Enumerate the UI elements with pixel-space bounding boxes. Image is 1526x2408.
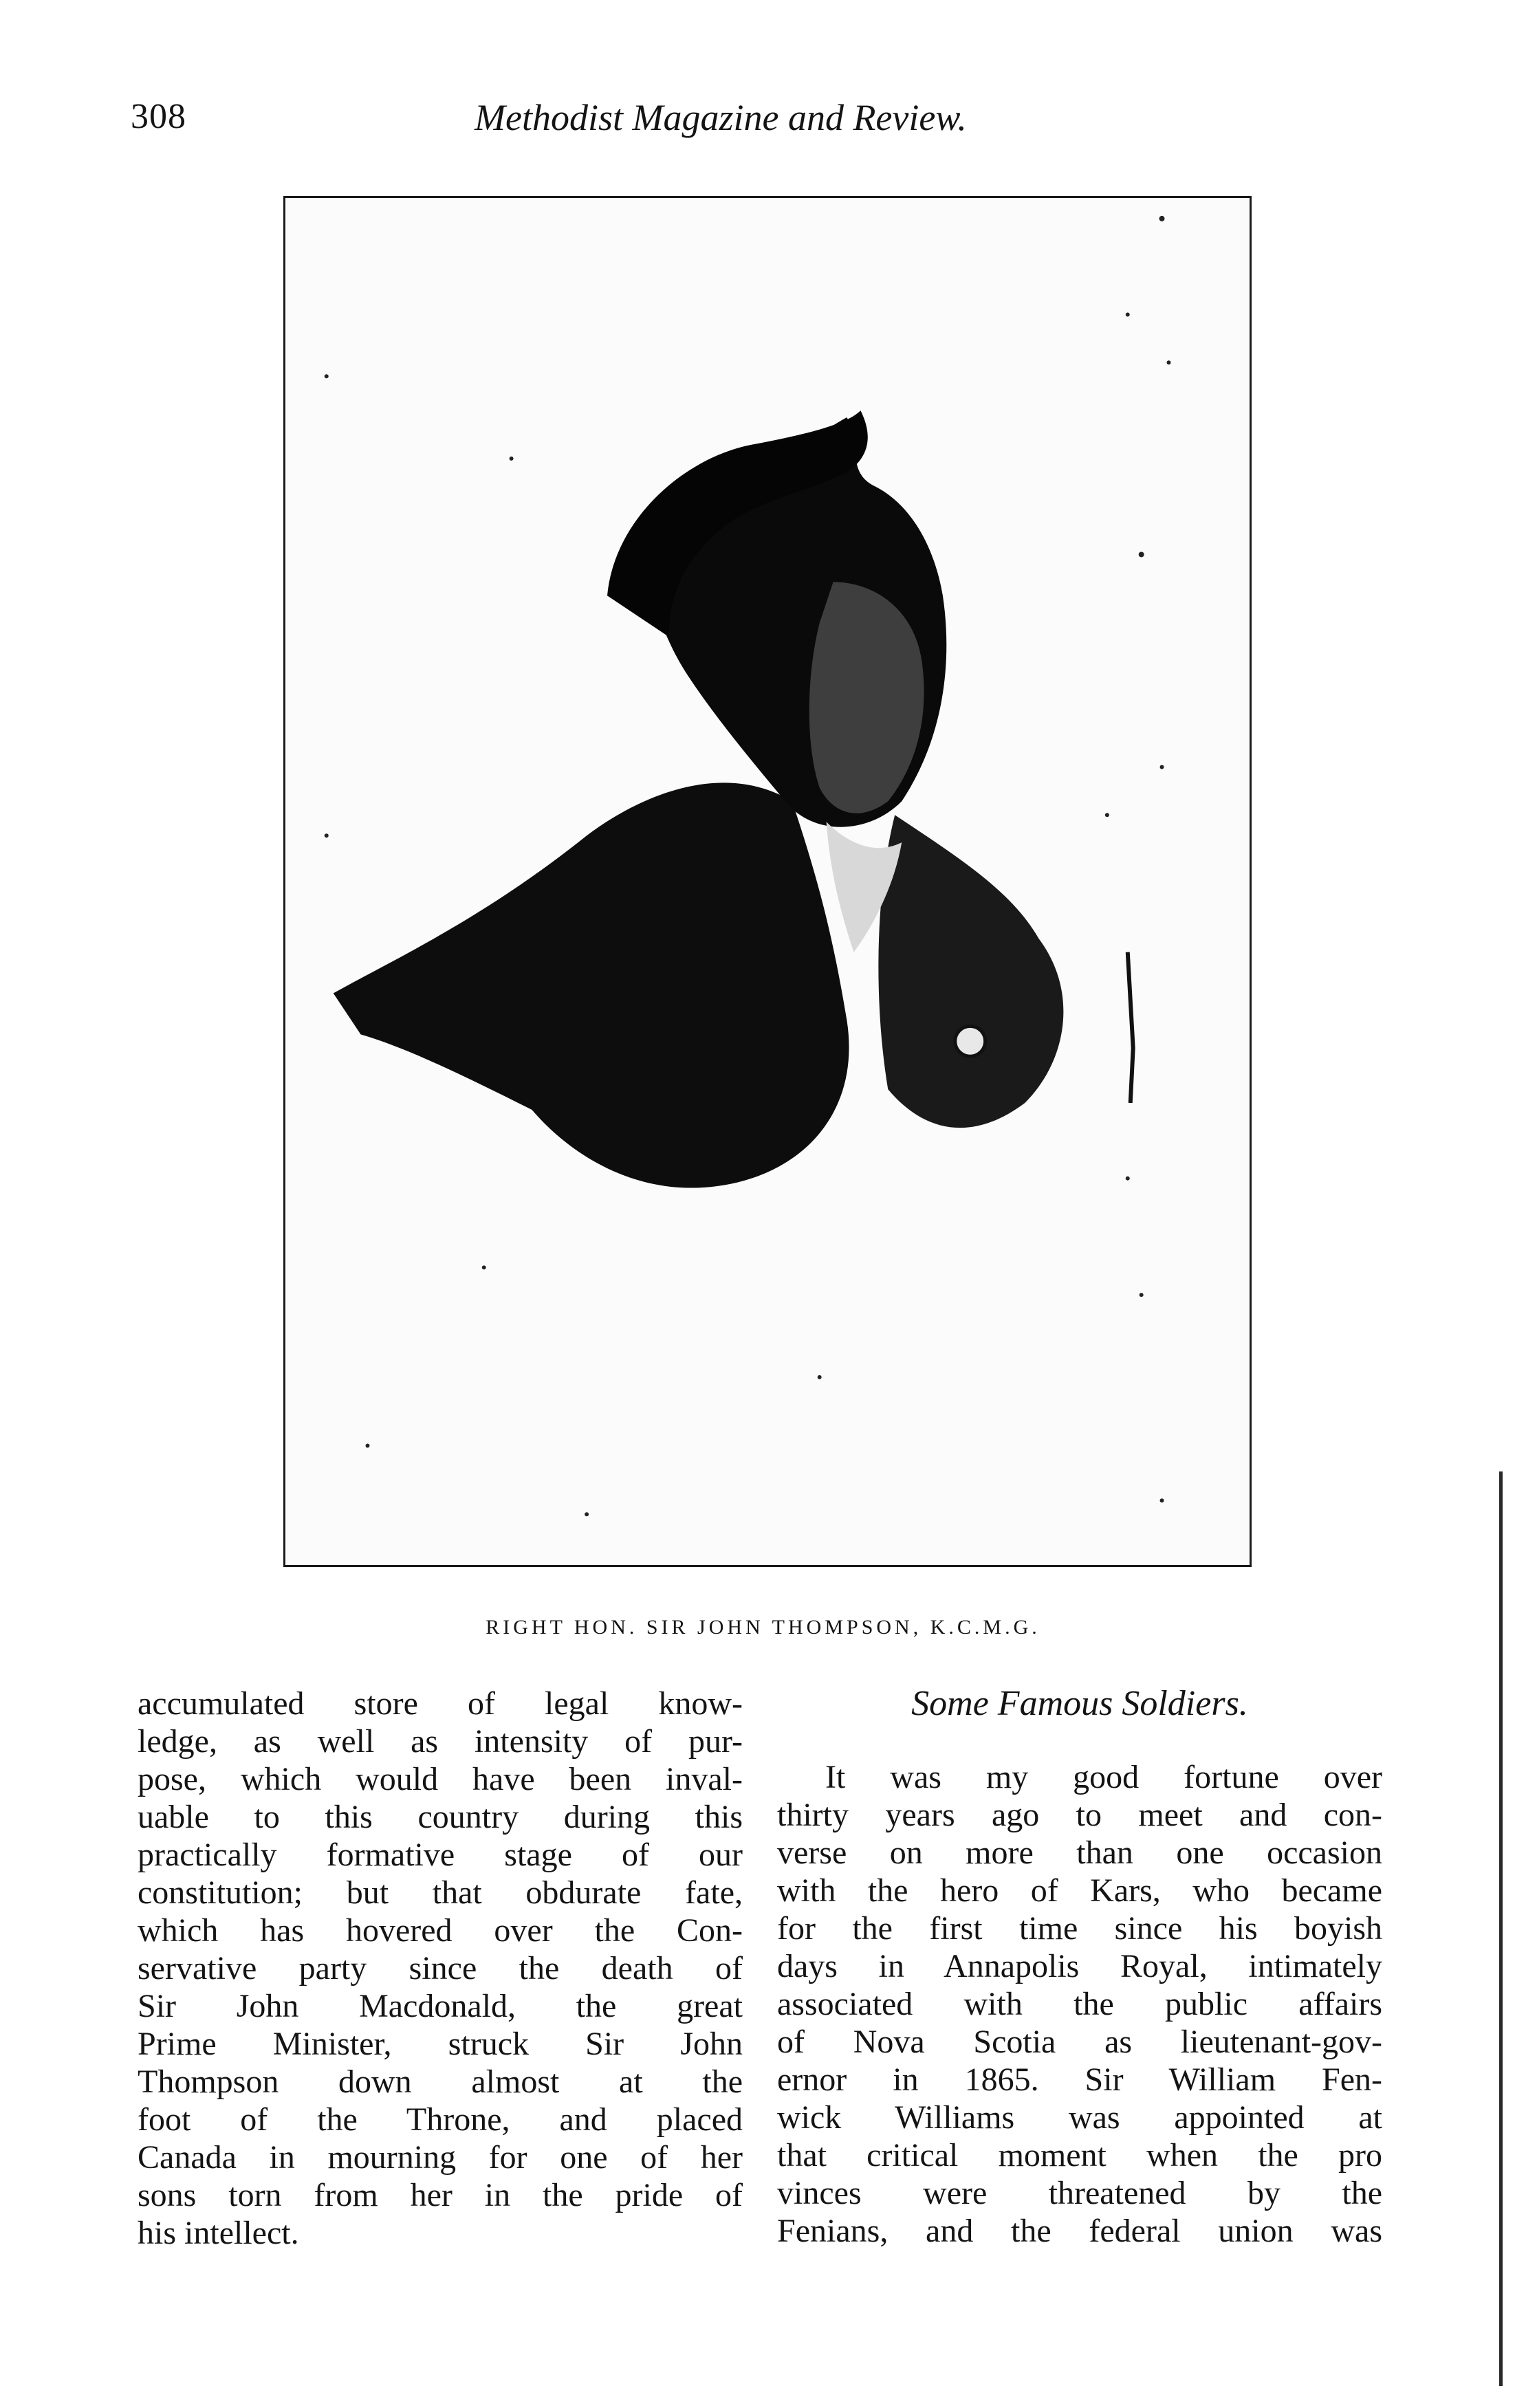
text-line: associated with the public affairs: [777, 1986, 1382, 2022]
text-line: ernor in 1865. Sir William Fen-: [777, 2061, 1382, 2098]
text-line: that critical moment when the pro: [777, 2137, 1382, 2174]
portrait-figure: [283, 196, 1252, 1567]
section-heading: Some Famous Soldiers.: [911, 1684, 1248, 1723]
text-line: of Nova Scotia as lieutenant-gov-: [777, 2024, 1382, 2060]
text-line: with the hero of Kars, who became: [777, 1872, 1382, 1909]
text-line: Thompson down almost at the: [138, 2064, 743, 2100]
text-line: constitution; but that obdurate fate,: [138, 1874, 743, 1911]
text-line: verse on more than one occasion: [777, 1835, 1382, 1871]
text-line: Sir John Macdonald, the great: [138, 1988, 743, 2024]
figure-caption: RIGHT HON. SIR JOHN THOMPSON, K.C.M.G.: [486, 1616, 1040, 1639]
text-line: for the first time since his boyish: [777, 1910, 1382, 1947]
page-edge-rule: [1499, 1471, 1503, 2386]
text-line: uable to this country during this: [138, 1799, 743, 1835]
text-line: vinces were threatened by the: [777, 2175, 1382, 2211]
text-line: It was my good fortune over: [825, 1759, 1382, 1795]
portrait-illustration: [285, 198, 1250, 1565]
text-line: ledge, as well as intensity of pur-: [138, 1723, 743, 1760]
text-line: Fenians, and the federal union was: [777, 2213, 1382, 2249]
right-column: [777, 1685, 1382, 2250]
text-line: which has hovered over the Con-: [138, 1912, 743, 1949]
running-title: Methodist Magazine and Review.: [475, 97, 967, 138]
text-line: pose, which would have been inval-: [138, 1761, 743, 1797]
text-line: foot of the Throne, and placed: [138, 2101, 743, 2138]
text-line: wick Williams was appointed at: [777, 2099, 1382, 2136]
text-line: sons torn from her in the pride of: [138, 2177, 743, 2213]
text-line: accumulated store of legal know-: [138, 1685, 743, 1722]
text-line: Prime Minister, struck Sir John: [138, 2026, 743, 2062]
text-line: servative party since the death of: [138, 1950, 743, 1986]
text-line: thirty years ago to meet and con-: [777, 1797, 1382, 1833]
left-column: [138, 1685, 743, 2252]
page-number: 308: [131, 97, 186, 136]
text-line: his intellect.: [138, 2215, 299, 2251]
text-line: Canada in mourning for one of her: [138, 2139, 743, 2176]
text-line: days in Annapolis Royal, intimately: [777, 1948, 1382, 1984]
text-line: practically formative stage of our: [138, 1837, 743, 1873]
